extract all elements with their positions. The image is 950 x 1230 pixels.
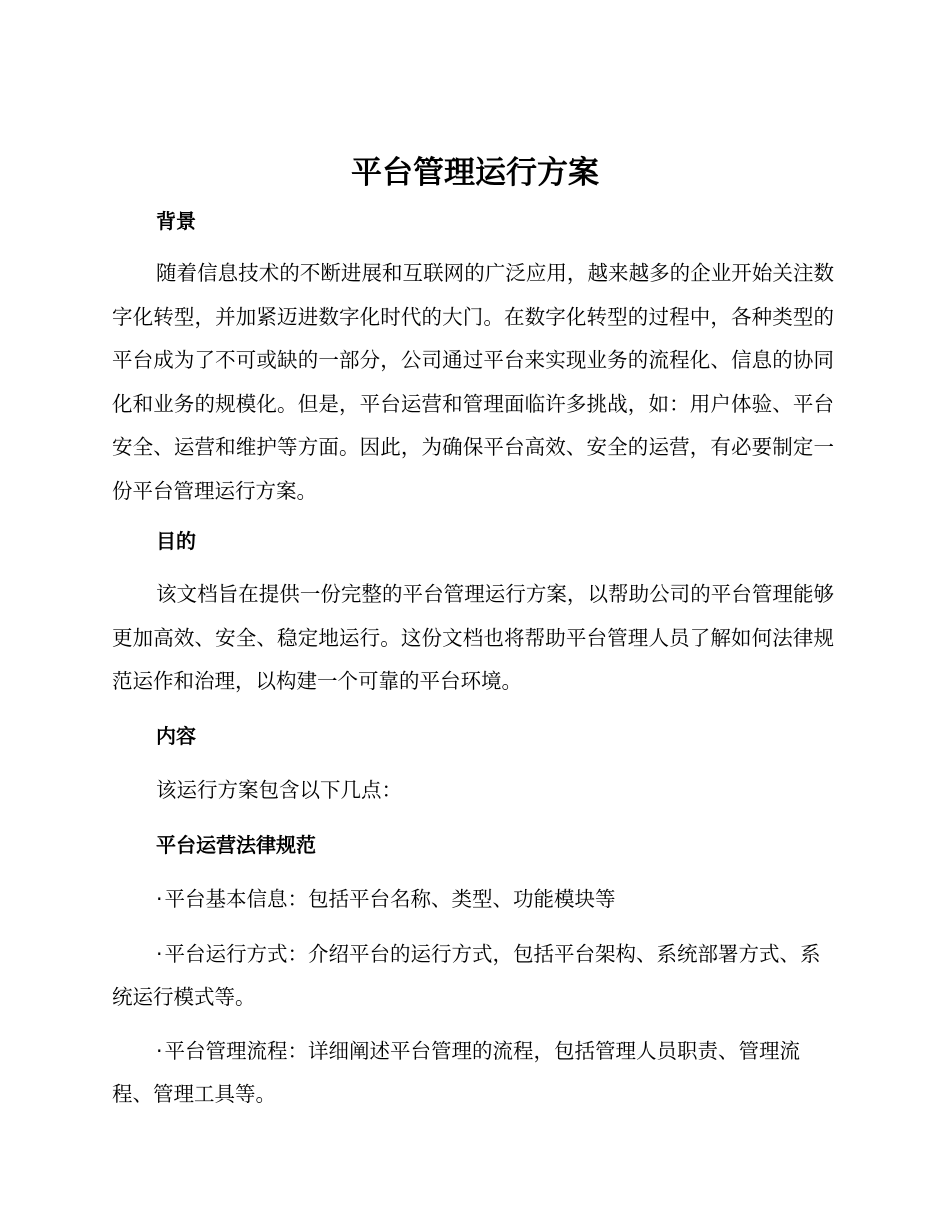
heading-background: 背景 [156,209,196,233]
heading-content: 内容 [156,724,196,748]
bullet-marker: · [156,887,163,911]
subheading-legal-norms: 平台运营法律规范 [156,833,316,857]
bullet-marker: · [156,942,163,966]
heading-purpose: 目的 [156,529,196,553]
list-item [112,878,834,921]
paragraph-content-intro: 该运行方案包含以下几点： [156,778,402,802]
paragraph-purpose: 该文档旨在提供一份完整的平台管理运行方案，以帮助公司的平台管理能够更加高效、安全、稳定地运行。这份文档也将帮助平台管理人员了解如何法律规范运作和治理，以构建一个可靠的平台环境。 [112,582,834,693]
list-item-text: 平台管理流程：详细阐述平台管理的流程，包括管理人员职责、管理流程、管理工具等。 [112,1039,801,1106]
list-item [112,1030,834,1116]
bullet-marker: · [156,1039,163,1063]
list-item-text: 平台基本信息：包括平台名称、类型、功能模块等 [164,887,616,911]
paragraph-background: 随着信息技术的不断进展和互联网的广泛应用，越来越多的企业开始关注数字化转型，并加紧迈进数字化时代的大门。在数字化转型的过程中，各种类型的平台成为了不可或缺的一部分，公司通过平台来实现业务的流程化、信息的协同化和业务的规模化。但是，平台运营和管理面临许多挑战，如：用户体验、平台安全、运营和维护等方面。因此，为确保平台高效、安全的运营，有必要制定一份平台管理运行方案。 [112,261,834,503]
list-item-text: 平台运行方式：介绍平台的运行方式，包括平台架构、系统部署方式、系统运行模式等。 [112,942,821,1009]
document-title: 平台管理运行方案 [351,155,599,191]
list-item [112,933,834,1019]
